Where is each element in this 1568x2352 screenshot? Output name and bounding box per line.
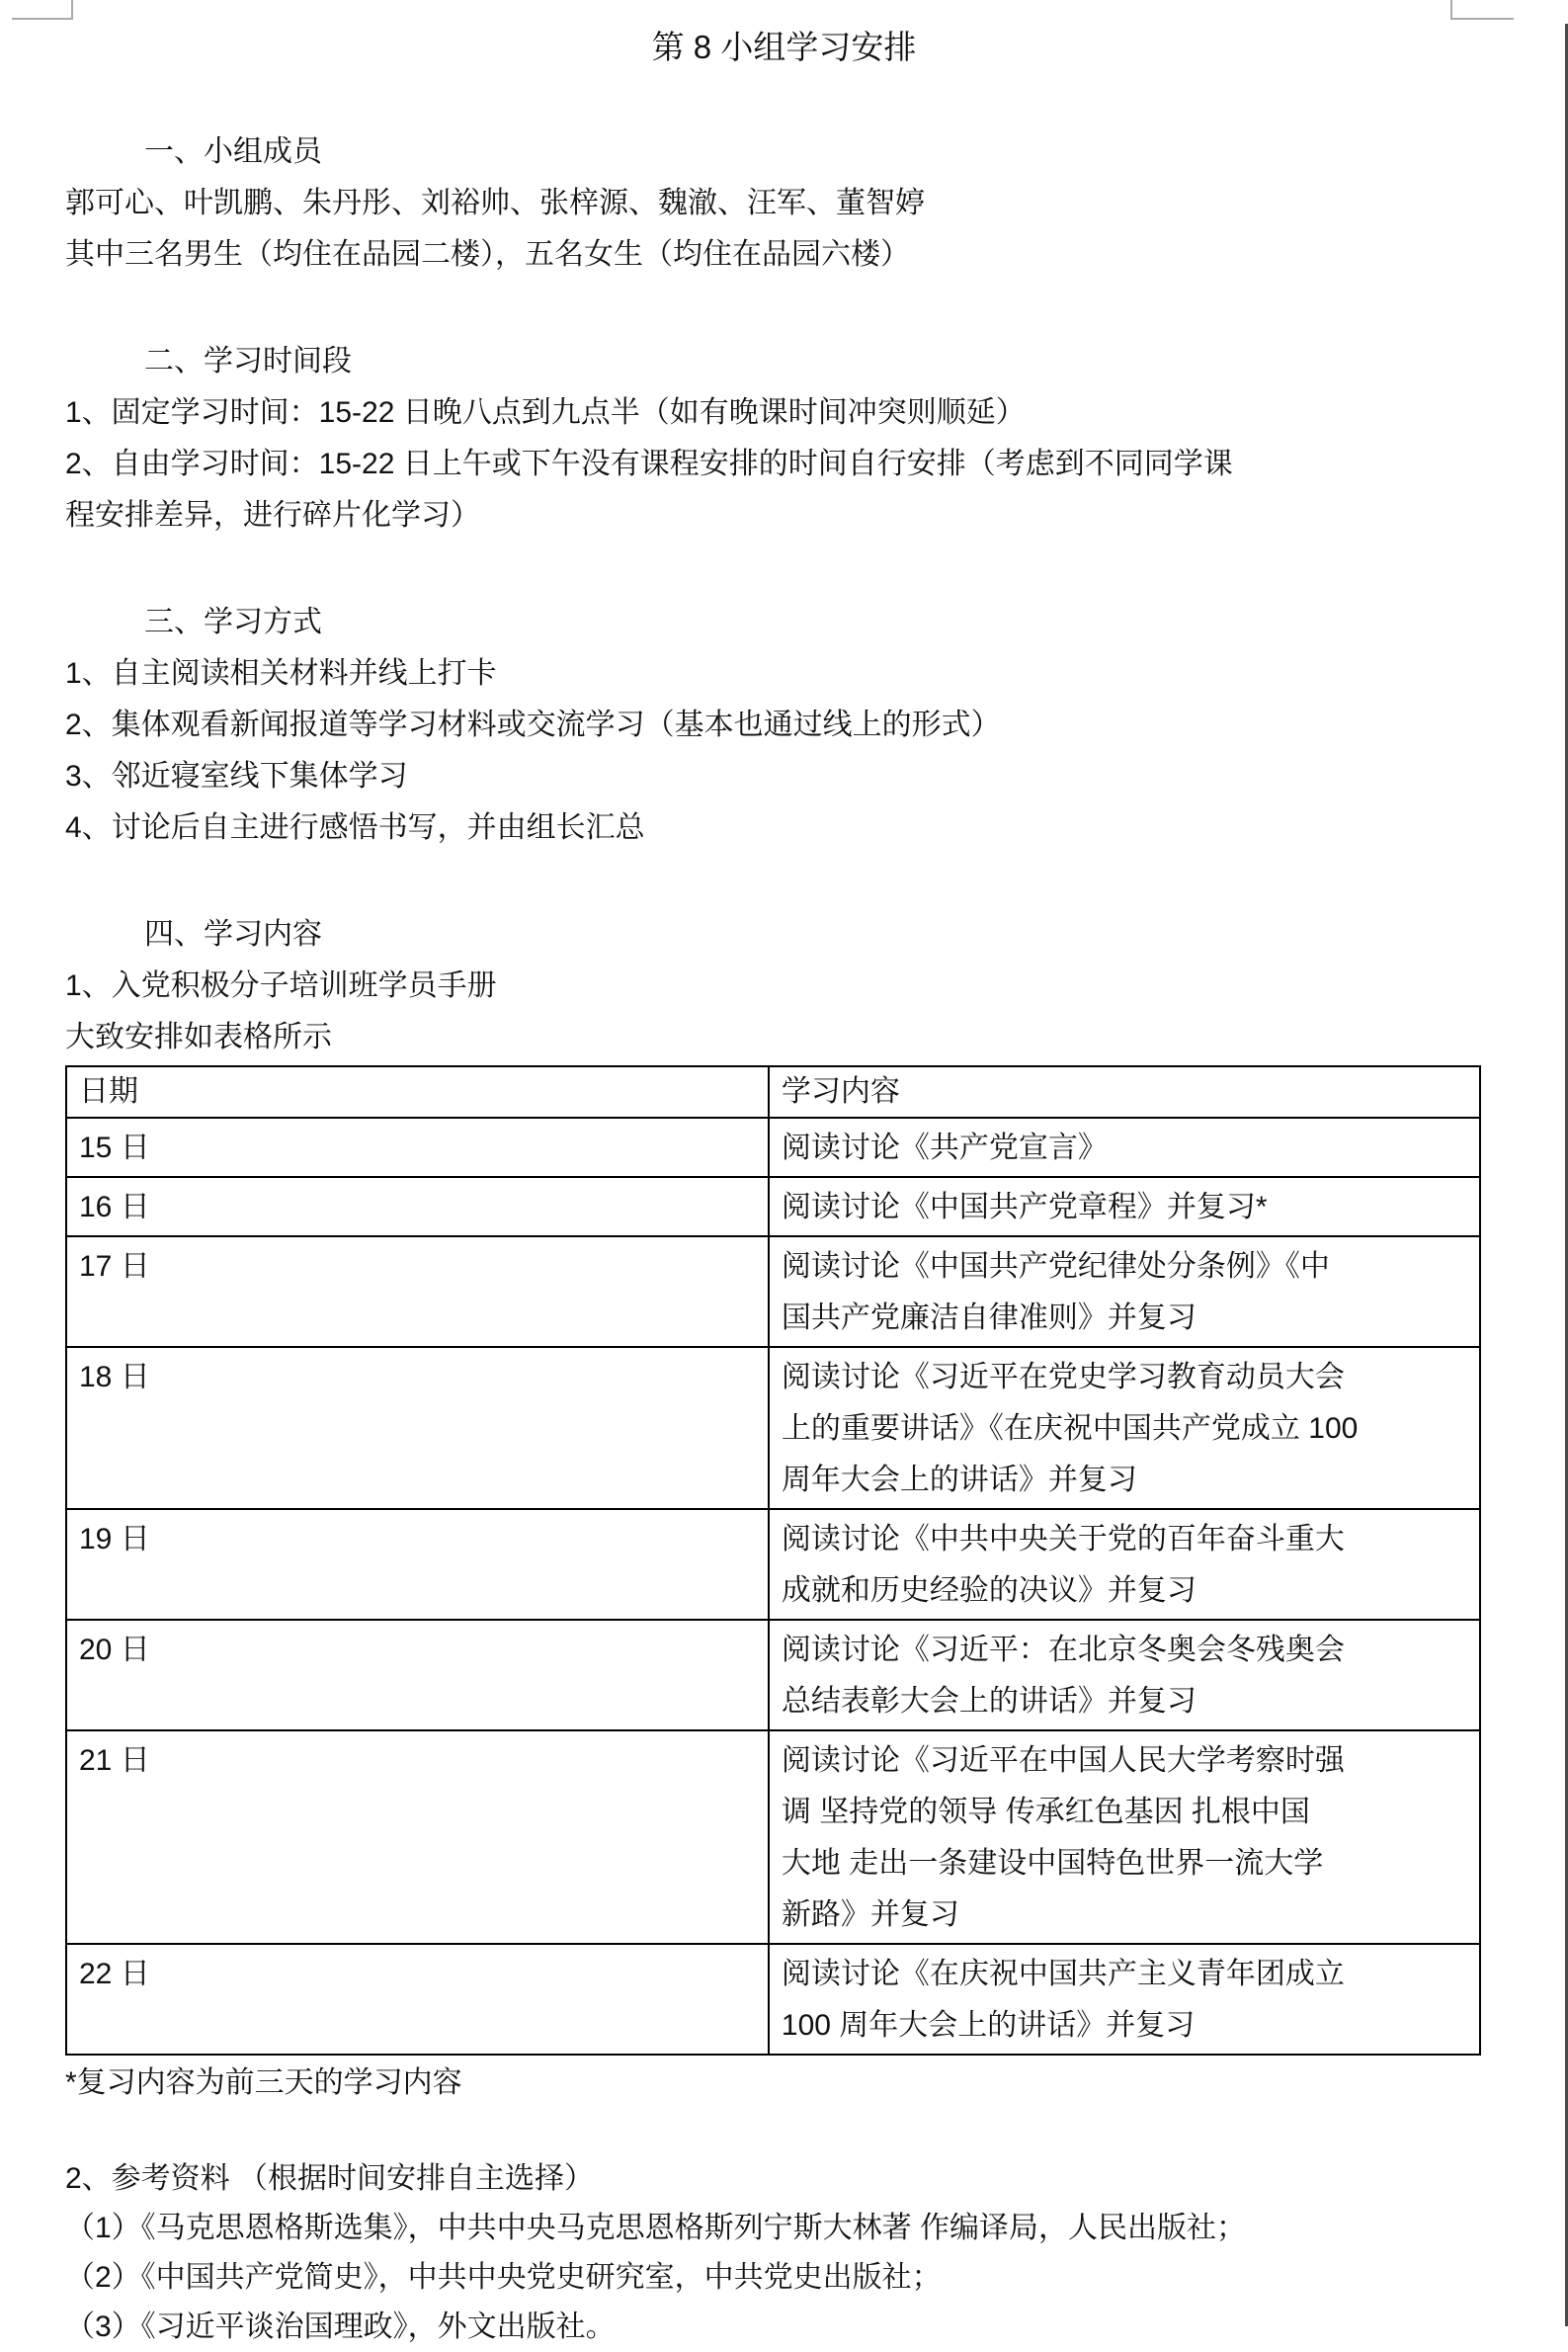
- page-margin-mark-top-right: [1450, 0, 1514, 20]
- content-line: 新路》并复习: [781, 1898, 959, 1931]
- table-footnote: *复习内容为前三天的学习内容: [65, 2066, 462, 2099]
- text-line: 其中三名男生（均住在品园二楼），五名女生（均住在品园六楼）: [65, 238, 910, 271]
- text-line: 4、讨论后自主进行感悟书写，并由组长汇总: [65, 811, 645, 844]
- content-cell: [769, 1118, 1480, 1177]
- date-cell: 18 日: [66, 1347, 769, 1509]
- content-line: 成就和历史经验的决议》并复习: [781, 1574, 1197, 1607]
- date-cell: 16 日: [66, 1177, 769, 1236]
- section-heading: 三、学习方式: [144, 606, 322, 638]
- date-cell: 19 日: [66, 1509, 769, 1620]
- references-section: [65, 2154, 1503, 2352]
- column-header-date: 日期: [66, 1066, 769, 1118]
- section-lines: [65, 961, 1503, 1063]
- document-section: [65, 909, 1503, 1063]
- section-lines: [65, 387, 1503, 542]
- content-line: 国共产党廉洁自律准则》并复习: [781, 1302, 1197, 1334]
- text-line: 1、固定学习时间：15-22 日晚八点到九点半（如有晚课时间冲突则顺延）: [65, 396, 1026, 429]
- table-row: [66, 1118, 1480, 1177]
- references-title: 2、参考资料 （根据时间安排自主选择）: [65, 2162, 595, 2195]
- text-line: 大致安排如表格所示: [65, 1021, 332, 1053]
- content-cell: [769, 1620, 1480, 1730]
- references-list: [65, 2204, 1503, 2352]
- content-cell-lines: [782, 1182, 1467, 1233]
- reference-item: （2）《中国共产党简史》，中共中央党史研究室，中共党史出版社；: [65, 2261, 942, 2294]
- section-heading: 二、学习时间段: [144, 345, 352, 378]
- text-line: 2、集体观看新闻报道等学习材料或交流学习（基本也通过线上的形式）: [65, 709, 1001, 741]
- content-cell-lines: [782, 1352, 1467, 1506]
- text-line: 1、自主阅读相关材料并线上打卡: [65, 657, 497, 690]
- content-cell: [769, 1177, 1480, 1236]
- document-section: [65, 336, 1503, 542]
- table-row: [66, 1347, 1480, 1509]
- date-cell: 17 日: [66, 1236, 769, 1347]
- text-line: 2、自由学习时间：15-22 日上午或下午没有课程安排的时间自行安排（考虑到不同同学课: [65, 448, 1233, 480]
- content-cell: [769, 1509, 1480, 1620]
- text-line: 1、入党积极分子培训班学员手册: [65, 969, 497, 1002]
- page-margin-mark-top-left: [12, 0, 73, 20]
- section-heading: 四、学习内容: [144, 918, 322, 951]
- table-row: [66, 1236, 1480, 1347]
- content-cell: [769, 1236, 1480, 1347]
- document-title: 第 8 小组学习安排: [651, 29, 917, 65]
- section-lines: [65, 648, 1503, 854]
- date-cell: 15 日: [66, 1118, 769, 1177]
- date-cell: 21 日: [66, 1730, 769, 1944]
- text-line: 3、邻近寝室线下集体学习: [65, 760, 408, 793]
- content-line: 调 坚持党的领导 传承红色基因 扎根中国: [781, 1796, 1310, 1828]
- study-schedule-table: [65, 1065, 1481, 2056]
- content-cell-lines: [782, 1625, 1467, 1727]
- content-line: 阅读讨论《中共中央关于党的百年奋斗重大: [781, 1523, 1345, 1555]
- content-line: 阅读讨论《在庆祝中国共产主义青年团成立: [781, 1958, 1345, 1990]
- content-line: 阅读讨论《中国共产党纪律处分条例》《中: [781, 1250, 1330, 1283]
- text-line: 郭可心、叶凯鹏、朱丹彤、刘裕帅、张梓源、魏澈、汪军、董智婷: [65, 187, 925, 219]
- section-lines: [65, 178, 1503, 281]
- table-row: [66, 1730, 1480, 1944]
- section-heading: 一、小组成员: [144, 135, 322, 168]
- content-line: 总结表彰大会上的讲话》并复习: [781, 1685, 1197, 1718]
- content-cell-lines: [782, 1735, 1467, 1941]
- date-cell: 20 日: [66, 1620, 769, 1730]
- content-line: 阅读讨论《中国共产党章程》并复习*: [781, 1191, 1268, 1223]
- reference-item: （3）《习近平谈治国理政》，外文出版社。: [65, 2310, 616, 2343]
- reference-item: （1）《马克思恩格斯选集》，中共中央马克思恩格斯列宁斯大林著 作编译局，人民出版社；: [65, 2212, 1247, 2244]
- content-cell-lines: [782, 1241, 1467, 1344]
- table-header-row: [66, 1066, 1480, 1118]
- content-line: 阅读讨论《习近平在党史学习教育动员大会: [781, 1361, 1345, 1393]
- table-body: [66, 1118, 1480, 2055]
- content-cell-lines: [782, 1514, 1467, 1617]
- content-line: 大地 走出一条建设中国特色世界一流大学: [781, 1847, 1324, 1880]
- content-cell: [769, 1944, 1480, 2055]
- column-header-content: 学习内容: [769, 1066, 1480, 1118]
- table-row: [66, 1944, 1480, 2055]
- document-sections: [65, 126, 1503, 1063]
- content-cell: [769, 1730, 1480, 1944]
- text-line: 程安排差异，进行碎片化学习）: [65, 499, 480, 532]
- content-line: 阅读讨论《习近平在中国人民大学考察时强: [781, 1744, 1345, 1777]
- table-row: [66, 1509, 1480, 1620]
- document-section: [65, 126, 1503, 281]
- date-cell: 22 日: [66, 1944, 769, 2055]
- content-cell: [769, 1347, 1480, 1509]
- content-line: 阅读讨论《习近平：在北京冬奥会冬残奥会: [781, 1634, 1345, 1666]
- table-row: [66, 1620, 1480, 1730]
- content-cell-lines: [782, 1949, 1467, 2052]
- content-line: 阅读讨论《共产党宣言》: [781, 1132, 1108, 1164]
- content-line: 上的重要讲话》《在庆祝中国共产党成立 100: [781, 1412, 1359, 1445]
- document-section: [65, 597, 1503, 854]
- content-line: 周年大会上的讲话》并复习: [781, 1464, 1137, 1496]
- content-cell-lines: [782, 1123, 1467, 1174]
- table-row: [66, 1177, 1480, 1236]
- content-line: 100 周年大会上的讲话》并复习: [781, 2009, 1196, 2042]
